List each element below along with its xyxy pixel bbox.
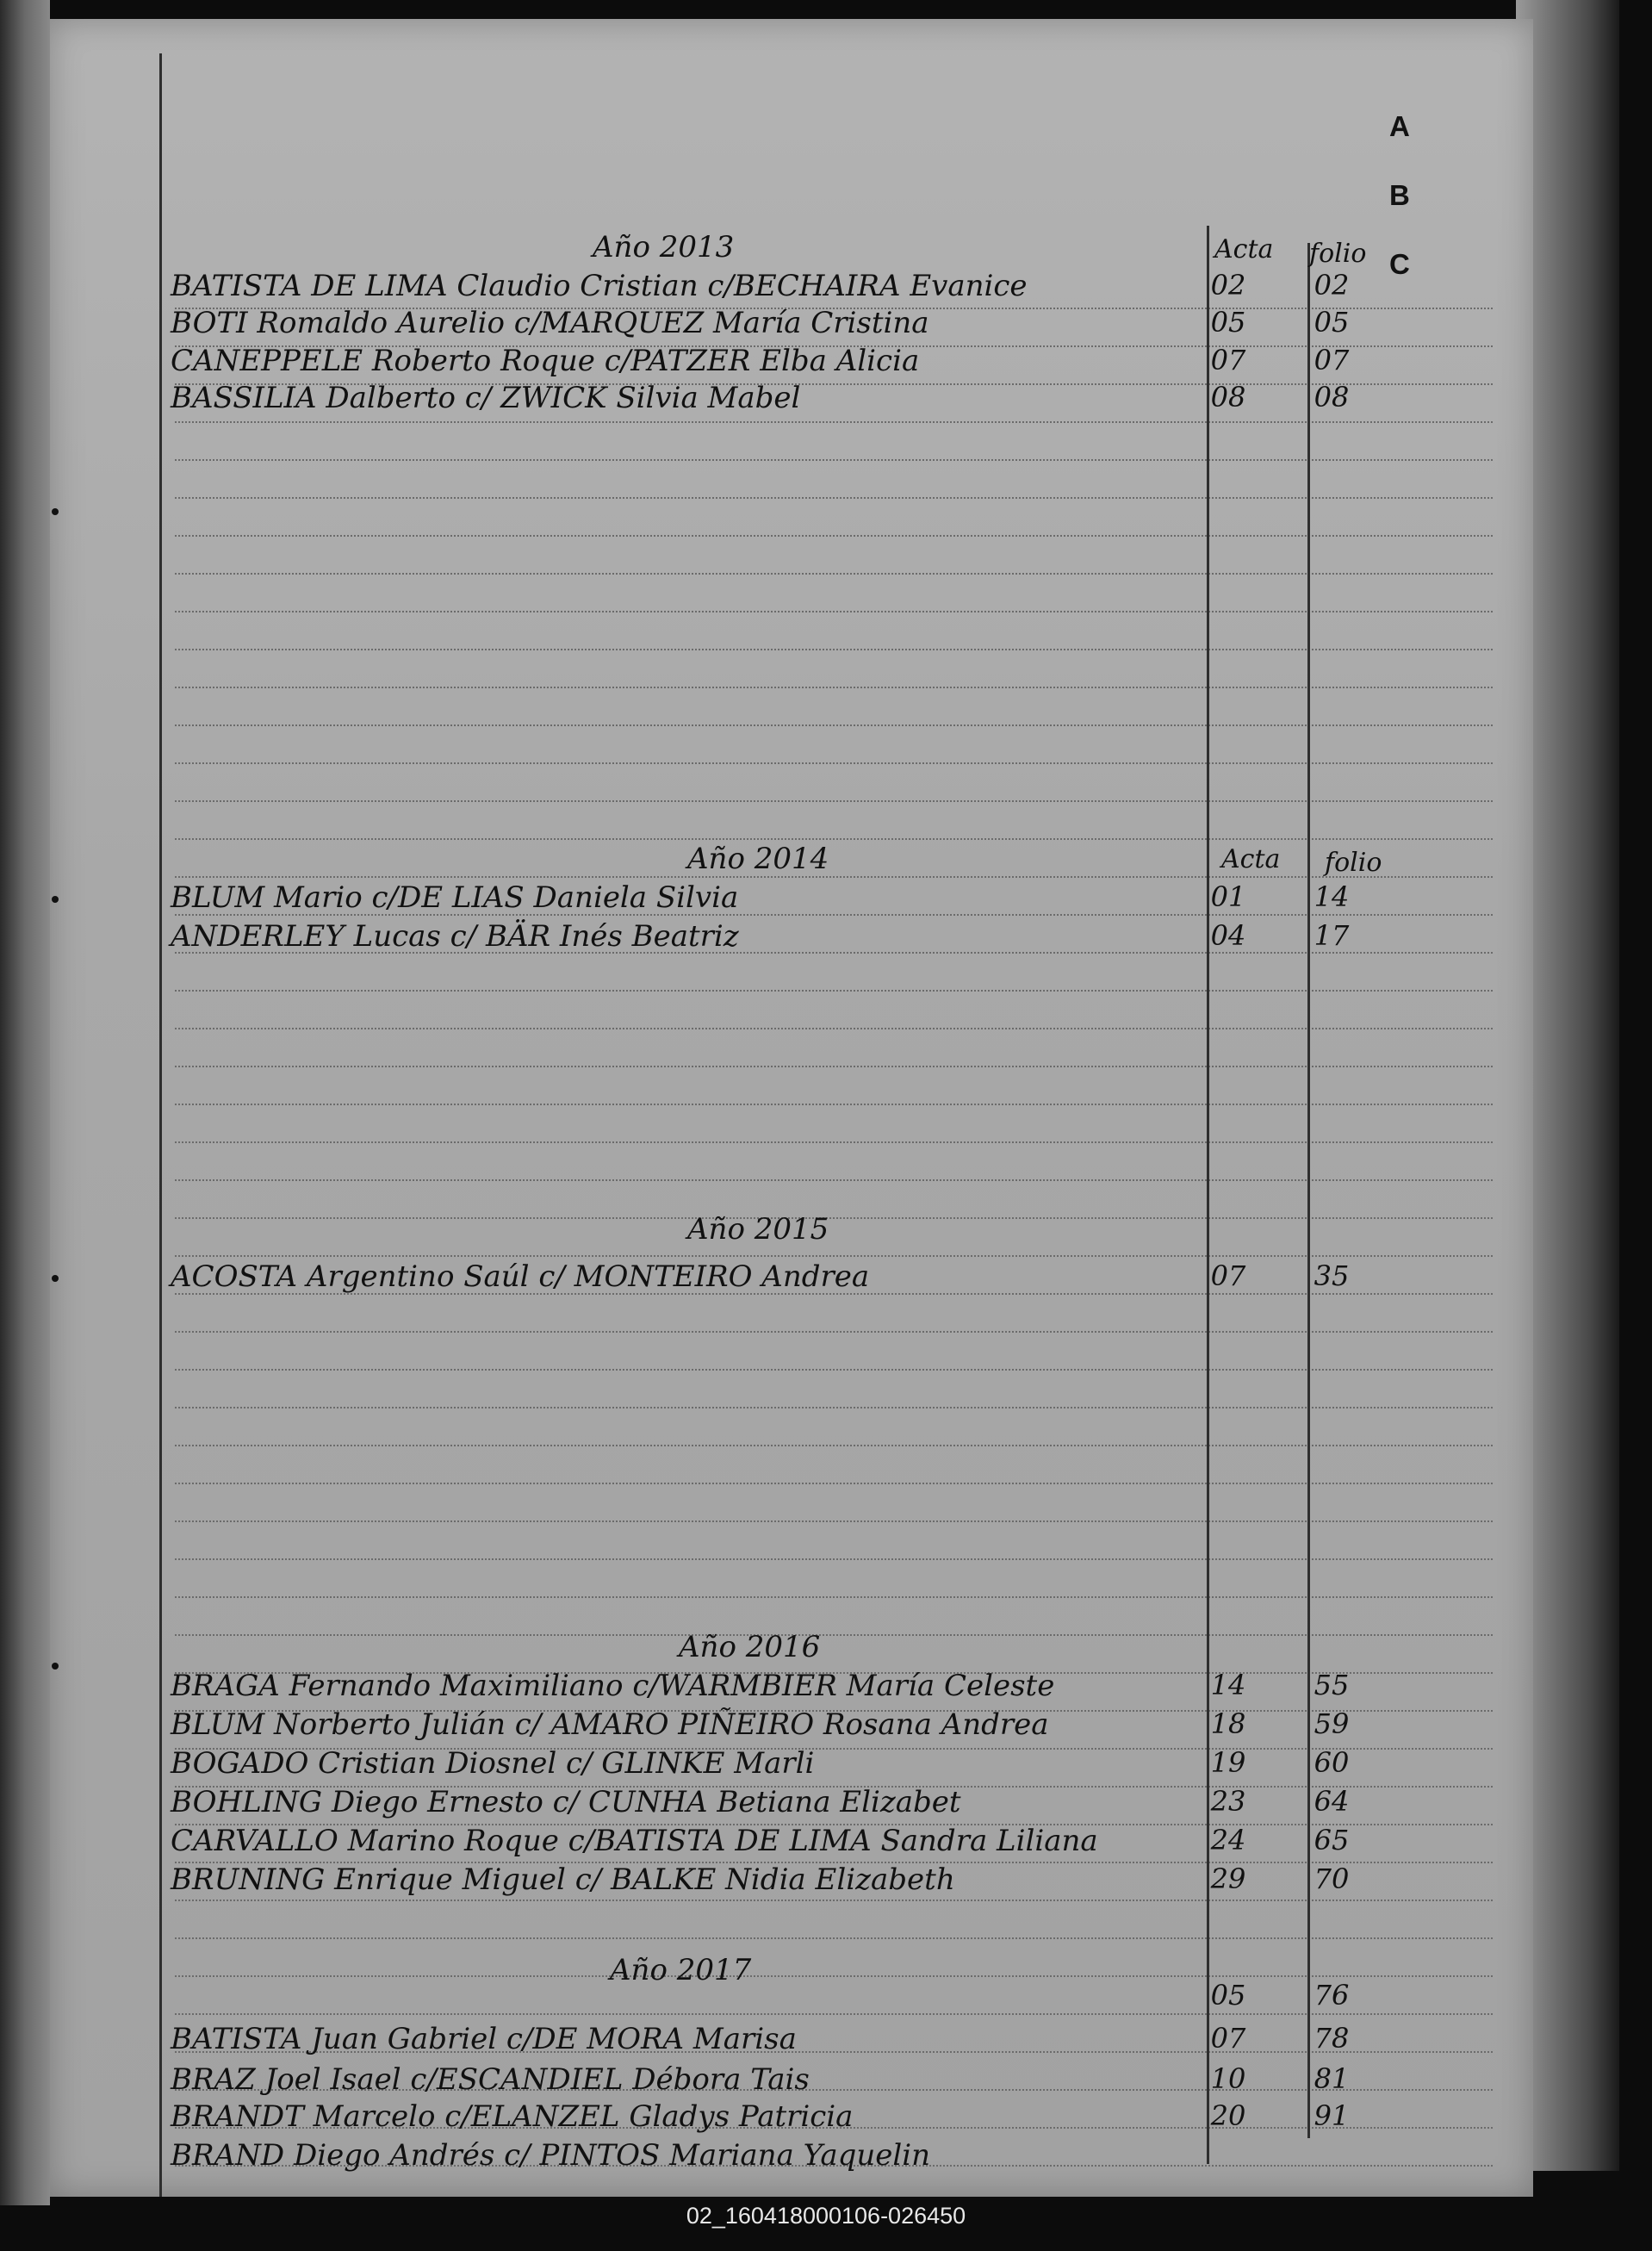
- ruled-line: [175, 1369, 1493, 1371]
- ledger-row: [171, 2138, 1531, 2176]
- ledger-row: [171, 880, 1531, 918]
- book-spine-left: [0, 0, 50, 2205]
- ruled-line: [175, 1975, 1493, 1977]
- entry-acta: 19: [1210, 1746, 1246, 1779]
- ledger-row: [171, 2099, 1531, 2137]
- ruled-line: [175, 687, 1493, 688]
- entry-acta: 29: [1210, 1862, 1246, 1895]
- entry-folio: 55: [1314, 1669, 1350, 1701]
- entry-folio: 35: [1314, 1259, 1350, 1292]
- ruled-line: [175, 1483, 1493, 1484]
- entry-acta: 24: [1210, 1824, 1246, 1856]
- entry-folio: 07: [1314, 344, 1350, 376]
- entry-name: BLUM Norberto Julián c/ AMARO PIÑEIRO Rosana Andrea: [171, 1707, 1049, 1742]
- entry-folio: 81: [1314, 2062, 1350, 2095]
- binding-mark: [52, 1275, 59, 1282]
- ruled-line: [175, 611, 1493, 612]
- entry-folio: 64: [1314, 1785, 1350, 1818]
- entry-name: BASSILIA Dalberto c/ ZWICK Silvia Mabel: [171, 381, 801, 415]
- ruled-line: [175, 1634, 1493, 1636]
- entry-acta: 01: [1210, 880, 1246, 913]
- entry-name: BOHLING Diego Ernesto c/ CUNHA Betiana Elizabet: [171, 1785, 961, 1819]
- ruled-line: [175, 1179, 1493, 1181]
- ruled-line: [175, 1028, 1493, 1029]
- entry-folio: 05: [1314, 306, 1350, 339]
- entry-name: BRAND Diego Andrés c/ PINTOS Mariana Yaquelin: [171, 2138, 931, 2173]
- entry-folio: 08: [1314, 381, 1350, 414]
- ruled-line: [175, 724, 1493, 726]
- ledger-row: [171, 1259, 1531, 1297]
- ruled-line: [175, 535, 1493, 537]
- acta-header: Acta: [1214, 234, 1274, 264]
- entry-folio: 91: [1314, 2099, 1350, 2132]
- ruled-line: [175, 421, 1493, 423]
- ruled-line: [175, 649, 1493, 650]
- entry-acta: 08: [1210, 381, 1246, 414]
- ruled-line: [175, 762, 1493, 764]
- entry-acta: 07: [1210, 2022, 1246, 2055]
- ledger-row: [171, 1785, 1531, 1823]
- entry-name: CARVALLO Marino Roque c/BATISTA DE LIMA Sandra Liliana: [171, 1824, 1098, 1858]
- year-heading-2013: Año 2013: [593, 230, 735, 264]
- entry-acta: 20: [1210, 2099, 1246, 2132]
- ledger-row: [171, 1824, 1531, 1862]
- ruled-line: [175, 497, 1493, 499]
- ruled-line: [175, 459, 1493, 461]
- ruled-line: [175, 876, 1493, 878]
- ruled-line: [175, 1937, 1493, 1939]
- ledger-row: [171, 1669, 1531, 1707]
- year-heading-2016: Año 2016: [679, 1630, 821, 1664]
- letter-b: B: [1389, 179, 1410, 211]
- ledger-row: [171, 2062, 1531, 2100]
- ruled-line: [175, 573, 1493, 575]
- entry-name: CANEPPELE Roberto Roque c/PATZER Elba Alicia: [171, 344, 920, 378]
- ruled-line: [175, 1104, 1493, 1105]
- year-heading-2017: Año 2017: [610, 1953, 752, 1987]
- entry-name: BRANDT Marcelo c/ELANZEL Gladys Patricia: [171, 2099, 854, 2134]
- ruled-line: [175, 1558, 1493, 1560]
- entry-name: ACOSTA Argentino Saúl c/ MONTEIRO Andrea: [171, 1259, 870, 1294]
- ledger-row: [171, 1979, 1531, 2017]
- ledger-row: [171, 2022, 1531, 2060]
- entry-acta: 04: [1210, 919, 1246, 952]
- ruled-line: [175, 800, 1493, 802]
- ledger-row: [171, 1707, 1531, 1745]
- ruled-line: [175, 1520, 1493, 1522]
- entry-acta: 05: [1210, 1979, 1246, 2012]
- ruled-line: [175, 1217, 1493, 1219]
- binding-mark: [52, 1663, 59, 1670]
- ruled-line: [175, 1141, 1493, 1143]
- entry-acta: 23: [1210, 1785, 1246, 1818]
- margin-line: [159, 53, 162, 2197]
- binding-mark: [52, 896, 59, 903]
- ruled-line: [175, 1445, 1493, 1446]
- ledger-row: [171, 919, 1531, 957]
- entry-folio: 59: [1314, 1707, 1350, 1740]
- entry-acta: 14: [1210, 1669, 1246, 1701]
- entry-name: ANDERLEY Lucas c/ BÄR Inés Beatriz: [171, 919, 739, 954]
- ledger-page: [50, 19, 1533, 2197]
- entry-name: BLUM Mario c/DE LIAS Daniela Silvia: [171, 880, 739, 915]
- ledger-row: [171, 1862, 1531, 1900]
- ruled-line: [175, 1596, 1493, 1598]
- ruled-line: [175, 838, 1493, 840]
- entry-folio: 14: [1314, 880, 1350, 913]
- entry-folio: 78: [1314, 2022, 1350, 2055]
- entry-name: BRAGA Fernando Maximiliano c/WARMBIER María Celeste: [171, 1669, 1055, 1703]
- ledger-row: [171, 1746, 1531, 1784]
- entry-acta: 05: [1210, 306, 1246, 339]
- entry-name: BOTI Romaldo Aurelio c/MARQUEZ María Cristina: [171, 306, 929, 340]
- ruled-line: [175, 1255, 1493, 1257]
- folio-header: folio: [1309, 239, 1367, 269]
- entry-folio: 17: [1314, 919, 1350, 952]
- ruled-line: [175, 1066, 1493, 1067]
- folio-header: folio: [1325, 848, 1382, 878]
- entry-acta: 18: [1210, 1707, 1246, 1740]
- year-heading-2015: Año 2015: [687, 1212, 829, 1247]
- entry-name: BATISTA DE LIMA Claudio Cristian c/BECHAIRA Evanice: [171, 269, 1028, 303]
- ruled-line: [175, 1331, 1493, 1333]
- ledger-row: [171, 344, 1531, 382]
- binding-mark: [52, 508, 59, 515]
- margin-letters: [1389, 92, 1410, 299]
- entry-acta: 07: [1210, 344, 1246, 376]
- entry-name: BRUNING Enrique Miguel c/ BALKE Nidia Elizabeth: [171, 1862, 955, 1897]
- entry-name: BATISTA Juan Gabriel c/DE MORA Marisa: [171, 2022, 797, 2056]
- entry-name: BRAZ Joel Isael c/ESCANDIEL Débora Tais: [171, 2062, 810, 2097]
- letter-c: C: [1389, 248, 1410, 280]
- entry-acta: 07: [1210, 1259, 1246, 1292]
- ledger-row: [171, 306, 1531, 344]
- entry-folio: 65: [1314, 1824, 1350, 1856]
- scan-id-label: 02_160418000106-026450: [686, 2203, 966, 2229]
- year-heading-2014: Año 2014: [687, 842, 829, 876]
- acta-header: Acta: [1221, 844, 1281, 874]
- letter-a: A: [1389, 110, 1410, 142]
- entry-folio: 70: [1314, 1862, 1350, 1895]
- ledger-row: [171, 269, 1531, 307]
- ruled-line: [175, 990, 1493, 992]
- ledger-row: [171, 381, 1531, 419]
- ruled-line: [175, 1407, 1493, 1408]
- entry-folio: 76: [1314, 1979, 1350, 2012]
- entry-name: BOGADO Cristian Diosnel c/ GLINKE Marli: [171, 1746, 815, 1781]
- entry-acta: 10: [1210, 2062, 1246, 2095]
- entry-folio: 60: [1314, 1746, 1350, 1779]
- entry-folio: 02: [1314, 269, 1350, 302]
- entry-acta: 02: [1210, 269, 1246, 302]
